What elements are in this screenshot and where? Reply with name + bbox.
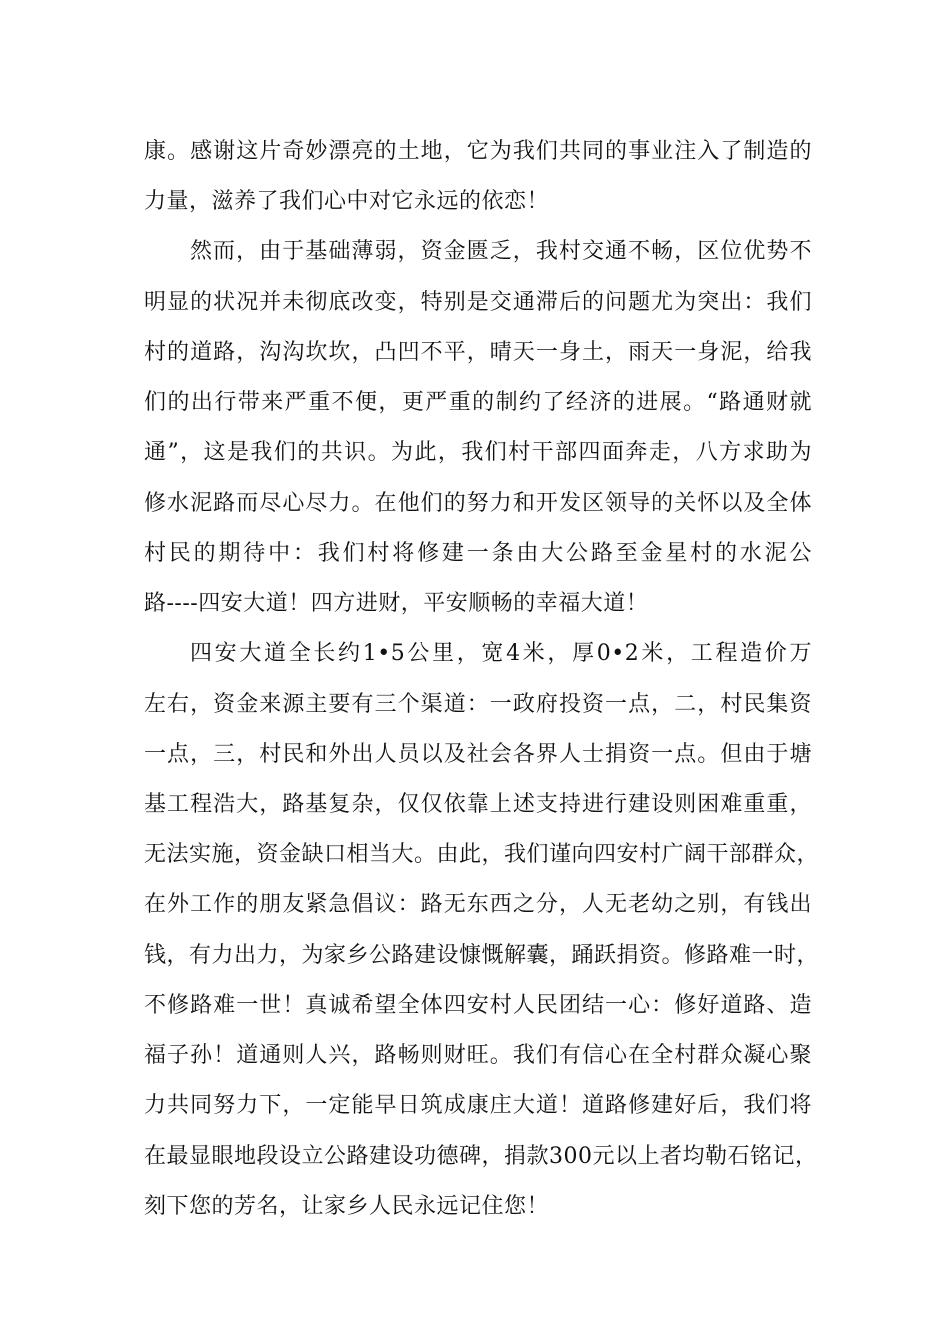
text-line-1: 康。感谢这片奇妙漂亮的土地，它为我们共同的事业注入了制造的 bbox=[144, 139, 812, 164]
text-line-2: 力量，滋养了我们心中对它永远的依恋！ bbox=[144, 189, 550, 214]
paragraph-3-line-12: 刻下您的芳名，让家乡人民永远记住您！ bbox=[144, 1194, 550, 1219]
paragraph-2-line-3: 村的道路，沟沟坎坎，凸凹不平，晴天一身土，雨天一身泥，给我 bbox=[144, 340, 812, 365]
paragraph-3-line-5: 无法实施，资金缺口相当大。由此，我们谨向四安村广阔干部群众， bbox=[144, 842, 820, 867]
paragraph-3-line-6: 在外工作的朋友紧急倡议：路无东西之分，人无老幼之别，有钱出 bbox=[144, 892, 812, 917]
paragraph-3-line-1: 四安大道全长约1•5公里，宽4米，厚0•2米，工程造价万 bbox=[190, 641, 812, 666]
paragraph-3-line-3: 一点，三，村民和外出人员以及社会各界人士捐资一点。但由于塘 bbox=[144, 742, 812, 767]
paragraph-3-line-7: 钱，有力出力，为家乡公路建设慷慨解囊，踊跃捐资。修路难一时， bbox=[144, 943, 820, 968]
paragraph-2-line-4: 们的出行带来严重不便，更严重的制约了经济的进展。“路通财就 bbox=[144, 390, 812, 415]
paragraph-2-line-1: 然而，由于基础薄弱，资金匮乏，我村交通不畅，区位优势不 bbox=[190, 239, 812, 264]
paragraph-2-line-7: 村民的期待中：我们村将修建一条由大公路至金星村的水泥公 bbox=[144, 541, 812, 566]
paragraph-3-line-9: 福子孙！道通则人兴，路畅则财旺。我们有信心在全村群众凝心聚 bbox=[144, 1043, 812, 1068]
paragraph-3-line-10: 力共同努力下，一定能早日筑成康庄大道！道路修建好后，我们将 bbox=[144, 1093, 812, 1118]
paragraph-2-line-6: 修水泥路而尽心尽力。在他们的努力和开发区领导的关怀以及全体 bbox=[144, 491, 812, 516]
paragraph-3-line-11: 在最显眼地段设立公路建设功德碑，捐款300元以上者均勒石铭记， bbox=[144, 1144, 818, 1169]
paragraph-2-line-5: 通”，这是我们的共识。为此，我们村干部四面奔走，八方求助为 bbox=[144, 440, 812, 465]
paragraph-3-line-2: 左右，资金来源主要有三个渠道：一政府投资一点，二，村民集资 bbox=[144, 692, 812, 717]
paragraph-2-line-8: 路----四安大道！四方进财，平安顺畅的幸福大道！ bbox=[144, 591, 649, 616]
paragraph-3-line-8: 不修路难一世！真诚希望全体四安村人民团结一心：修好道路、造 bbox=[144, 993, 812, 1018]
paragraph-3-line-4: 基工程浩大，路基复杂，仅仅依靠上述支持进行建设则困难重重， bbox=[144, 792, 812, 817]
paragraph-2-line-2: 明显的状况并未彻底改变，特别是交通滞后的问题尤为突出：我们 bbox=[144, 290, 812, 315]
